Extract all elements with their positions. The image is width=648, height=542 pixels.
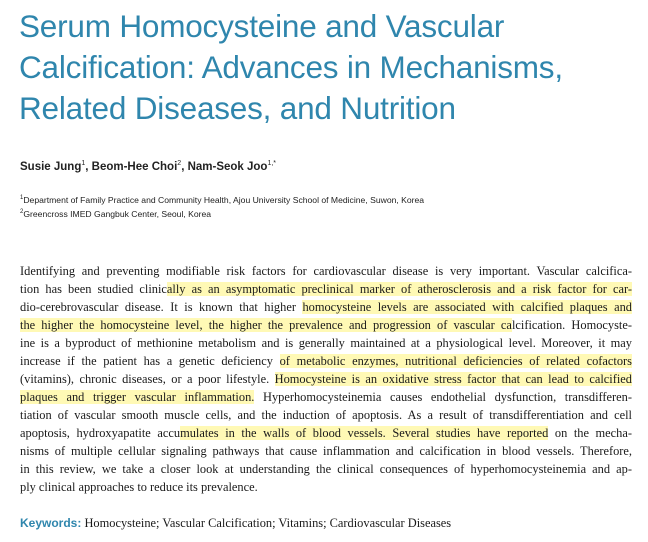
author-affiliation-mark: 1 [81, 160, 86, 167]
abstract-text: (vitamins), chronic diseases, or a poor lifestyle. [20, 372, 275, 386]
abstract-line [20, 406, 632, 424]
author-affiliation-mark: 1,* [267, 160, 277, 167]
title-line-2: Calcification: Advances in Mechanisms, [19, 49, 563, 85]
abstract-text: Hyperhomocysteinemia causes endothelial dysfunction, transdifferen- [254, 390, 633, 404]
abstract-line [20, 478, 632, 496]
title-line-3: Related Diseases, and Nutrition [19, 90, 456, 126]
abstract-line [20, 334, 632, 352]
abstract-text: in this review, we take a closer look at understanding the clinical consequences of hyperhomocysteinemia and ap- [20, 462, 632, 476]
abstract-text: increase if the patient has a genetic deficiency [20, 354, 280, 368]
highlighted-text: Homocysteine is an oxidative stress factor that can lead to calcified [274, 372, 632, 386]
author-name: Beom-Hee Choi [91, 160, 178, 173]
highlighted-text: the higher the homocysteine level, the higher the prevalence and progression of vascular ca [20, 318, 512, 332]
abstract-text: nisms of multiple cellular signaling pathways that cause inflammation and calcification in blood vessels. Therefore, [20, 444, 632, 458]
abstract-line [20, 424, 632, 442]
author-affiliation-mark: 2 [177, 160, 182, 167]
affiliation-mark: 1 [20, 195, 24, 201]
author-name: Susie Jung [20, 160, 82, 173]
affiliation-text: Department of Family Practice and Community Health, Ajou University School of Medicine, Suwon, Korea [23, 194, 425, 205]
highlighted-text: homocysteine levels are associated with calcified plaques and [302, 300, 632, 314]
highlighted-text: of metabolic enzymes, nutritional deficiencies of related cofactors [279, 354, 632, 368]
abstract-text: tiation of vascular smooth muscle cells, and the induction of apoptosis. As a result of transdifferentiation and cell [20, 408, 632, 422]
abstract-text: tion has been studied clinic [20, 282, 167, 296]
abstract-text: ine is a byproduct of methionine metabolism and is generally maintained at a physiological level. Moreover, it may [20, 336, 632, 350]
keywords-text: Homocysteine; Vascular Calcification; Vitamins; Cardiovascular Diseases [84, 516, 452, 530]
affiliation-list [20, 192, 424, 220]
keywords-label: Keywords: [20, 516, 82, 530]
paper-title [19, 6, 634, 129]
abstract-line [20, 388, 632, 406]
abstract-line [20, 442, 632, 460]
abstract-line [20, 370, 632, 388]
abstract-line [20, 262, 632, 280]
abstract-body [20, 262, 632, 496]
highlighted-text: mulates in the walls of blood vessels. Several studies have reported [180, 426, 549, 440]
author-name: Nam-Seok Joo [187, 160, 268, 173]
abstract-line [20, 280, 632, 298]
affiliation-text: Greencross IMED Gangbuk Center, Seoul, Korea [23, 208, 212, 219]
abstract-text: ply clinical approaches to reduce its prevalence. [20, 480, 258, 494]
affiliation-item [20, 192, 424, 206]
abstract-text: lcification. Homocyste- [511, 318, 632, 332]
abstract-text: dio-cerebrovascular disease. It is known that higher [20, 300, 303, 314]
title-line-1: Serum Homocysteine and Vascular [19, 8, 505, 44]
highlighted-text: ally as an asymptomatic preclinical marker of atherosclerosis and a risk factor for car- [166, 282, 633, 296]
abstract-line [20, 316, 632, 334]
abstract-line [20, 352, 632, 370]
highlighted-text: plaques and trigger vascular inflammation. [20, 390, 255, 404]
affiliation-item [20, 206, 424, 220]
abstract-text: apoptosis, hydroxyapatite accu [20, 426, 181, 440]
abstract-text: on the mecha- [548, 426, 633, 440]
author-list: Susie Jung$^1$, Beom-Hee Choi$^2$, Nam-Seok Joo$^{1,*}$ [20, 160, 277, 173]
abstract-line [20, 298, 632, 316]
keywords-line [20, 516, 451, 531]
abstract-line [20, 460, 632, 478]
abstract-text: Identifying and preventing modifiable risk factors for cardiovascular disease is very important. Vascular calcifica- [20, 264, 632, 278]
affiliation-mark: 2 [20, 208, 24, 215]
